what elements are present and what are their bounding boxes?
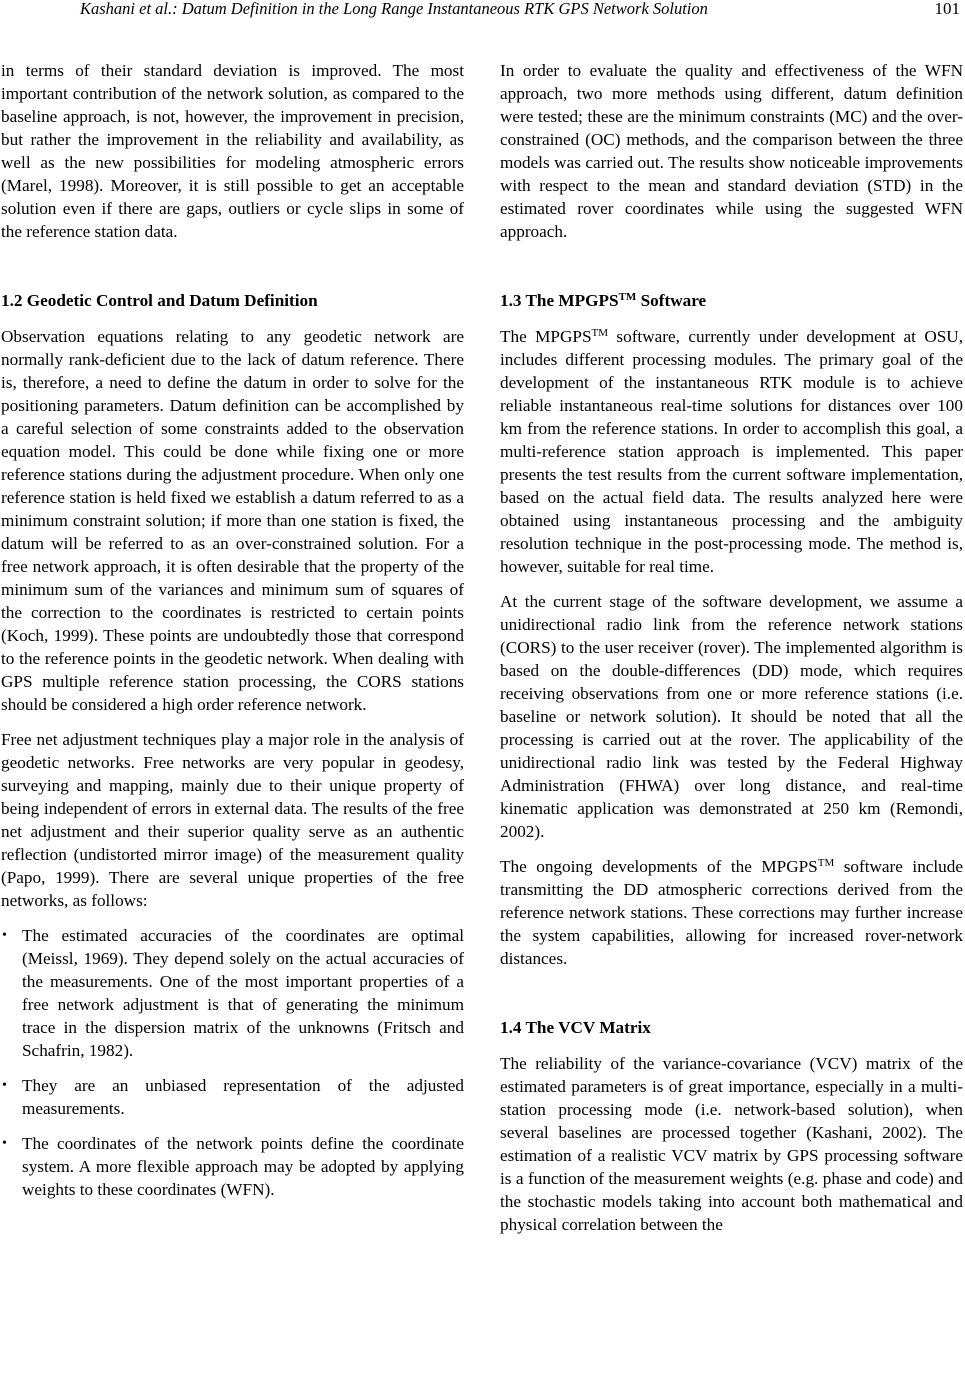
section-heading-1-4: 1.4 The VCV Matrix — [500, 1018, 651, 1037]
list-item — [1, 1132, 464, 1201]
page-header — [0, 0, 965, 24]
trademark-mark: TM — [817, 857, 835, 869]
paragraph-radio-link: At the current stage of the software development, we assume a unidirectional radio link from the reference network stations (CORS) to the user receiver (rover). The implemented algorithm is based on the double-differences (DD) mode, which requires receiving observations from one or more reference stations (i.e. baseline or network solution). It should be noted that all the processing is carried out at the rover. The applicability of the unidirectional radio link was tested by the Federal Highway Administration (FHWA) over long distance, and real-time kinematic application was demonstrated at 250 km (Remondi, 2002). — [500, 592, 963, 841]
heading-text: 1.3 The MPGPS — [500, 291, 619, 310]
running-title: Kashani et al.: Datum Definition in the Long Range Instantaneous RTK GPS Network Solution — [80, 0, 708, 18]
heading-text: Software — [636, 291, 707, 310]
paragraph-mpgps-software — [500, 325, 963, 578]
paragraph-free-net: Free net adjustment techniques play a major role in the analysis of geodetic networks. Free networks are very popular in geodesy, surveying and mapping, mainly due to their unique property of being independent of errors in external data. The results of the free net adjustment and their superior quality serve as an authentic reflection (undistorted mirror image) of the measurement quality (Papo, 1999). There are several unique properties of the free networks, as follows: — [1, 730, 464, 910]
list-item-text: They are an unbiased representation of the adjusted measurements. — [22, 1076, 464, 1118]
paragraph-text: software include transmitting the DD atmospheric corrections derived from the reference network stations. These corrections may further increase the system capabilities, allowing for increased rover-network distances. — [500, 857, 964, 968]
paragraph-ongoing-developments — [500, 855, 963, 970]
list-item — [1, 1074, 464, 1120]
paragraph-vcv-matrix: The reliability of the variance-covariance (VCV) matrix of the estimated parameters is of great importance, especially in a multi-station processing mode (i.e. network-based solution), when several baselines are processed together (Kashani, 2002). The estimation of a realistic VCV matrix by GPS processing software is a function of the measurement weights (e.g. phase and code) and the stochastic models taking into account both mathematical and physical correlation between the — [500, 1054, 963, 1234]
intro-paragraph-right: In order to evaluate the quality and effectiveness of the WFN approach, two more methods using different, datum definition were tested; these are the minimum constraints (MC) and the over-constrained (OC) methods, and the comparison between the three models was carried out. The results show noticeable improvements with respect to the mean and standard deviation (STD) in the estimated rover coordinates while using the suggested WFN approach. — [500, 61, 963, 241]
section-heading-1-2: 1.2 Geodetic Control and Datum Definition — [1, 291, 318, 310]
section-heading-1-3 — [500, 289, 963, 312]
trademark-mark: TM — [591, 327, 609, 339]
paragraph-text: The ongoing developments of the MPGPS — [500, 857, 818, 876]
bullet-icon: • — [2, 1078, 7, 1093]
free-network-properties-list — [1, 924, 464, 1201]
right-column — [500, 59, 963, 1236]
list-item-text: The coordinates of the network points define the coordinate system. A more flexible approach may be adopted by applying weights to these coordinates (WFN). — [22, 1134, 464, 1199]
list-item — [1, 924, 464, 1062]
left-column — [1, 59, 464, 1201]
intro-paragraph-left: in terms of their standard deviation is improved. The most important contribution of the network solution, as compared to the baseline approach, is not, however, the improvement in precision, but rather the improvement in the reliability and availability, as well as the new possibilities for modeling atmospheric errors (Marel, 1998). Moreover, it is still possible to get an acceptable solution even if there are gaps, outliers or cycle slips in some of the reference station data. — [1, 61, 464, 241]
paragraph-datum-definition: Observation equations relating to any geodetic network are normally rank-deficient due to the lack of datum reference. There is, therefore, a need to define the datum in order to solve for the positioning parameters. Datum definition can be accomplished by a careful selection of some constraints added to the observation equation model. This could be done while fixing one or more reference stations during the adjustment procedure. When only one reference station is held fixed we establish a datum referred to as a minimum constraint solution; if more than one station is fixed, the datum will be referred to as an over-constrained solution. For a free network approach, it is often desirable that the property of the minimum sum of the variances and minimum sum of squares of the correction to the coordinates is restricted to certain points (Koch, 1999). These points are undoubtedly those that correspond to the reference points in the geodetic network. When dealing with GPS multiple reference station processing, the CORS stations should be considered a high order reference network. — [1, 327, 464, 714]
bullet-icon: • — [2, 928, 7, 943]
page-number: 101 — [934, 0, 960, 18]
list-item-text: The estimated accuracies of the coordinates are optimal (Meissl, 1969). They depend solely on the actual accuracies of the measurements. One of the most important properties of a free network adjustment is that of generating the minimum trace in the dispersion matrix of the unknowns (Fritsch and Schafrin, 1982). — [22, 926, 464, 1060]
bullet-icon: • — [2, 1136, 7, 1151]
paragraph-text: The MPGPS — [500, 327, 592, 346]
paragraph-text: software, currently under development at OSU, includes different processing modules. The primary goal of the development of the instantaneous RTK module is to achieve reliable instantaneous real-time solutions for distances over 100 km from the reference stations. In order to accomplish this goal, a multi-reference station approach is implemented. This paper presents the test results from the current software implementation, based on the actual field data. The results analyzed here were obtained using instantaneous processing and the ambiguity resolution technique in the post-processing mode. The method is, however, suitable for real time. — [500, 327, 964, 576]
trademark-mark: TM — [618, 291, 637, 303]
